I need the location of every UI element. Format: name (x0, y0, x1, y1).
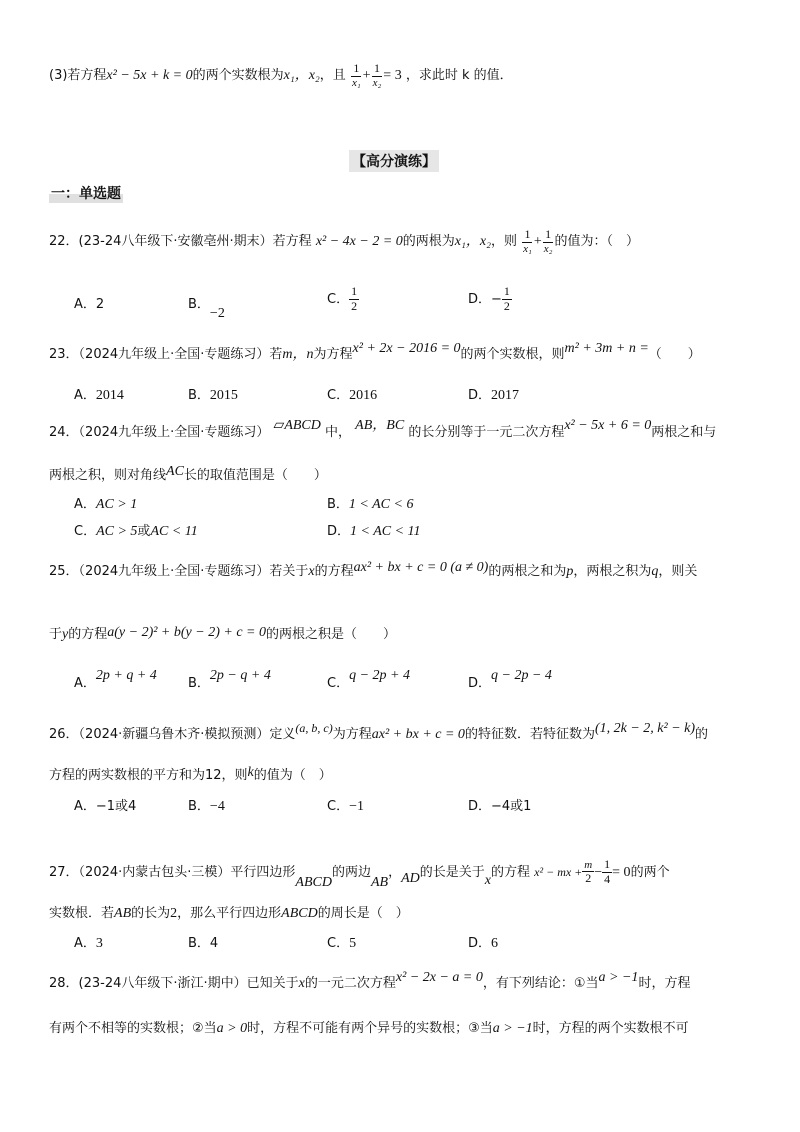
q28-condition-2: a > 0 (216, 1021, 248, 1036)
q27-line2-d: 的周长是（ ） (317, 906, 409, 921)
q24-sides: AB，BC (355, 418, 405, 433)
q24-option-c: C．AC > 5或AC < 11 (74, 524, 198, 539)
q27-frac-quarter: $\frac{1}{4}$ (604, 857, 611, 886)
q26-equation: ax² + bx + c = 0 (371, 727, 465, 742)
q3-cond-pre: ，且 (319, 68, 346, 84)
q22-text-d: 的值为：（ ） (554, 234, 639, 250)
q27-option-a: A．3 (74, 936, 103, 951)
q22-equation: x² − 4x − 2 = 0 (315, 234, 403, 250)
q27-minus: − (594, 864, 603, 880)
q25-option-b: B．2p − q + 4 (188, 668, 271, 691)
q27-x: x (484, 872, 492, 888)
q27-line2-c: ，那么平行四边形 (177, 906, 282, 921)
q23-option-b: B．2015 (188, 388, 238, 403)
q23-option-a: A．2014 (74, 388, 124, 403)
q27-line1 (49, 857, 670, 890)
q25-p: p (566, 564, 574, 579)
q22-text-b: 的两根为 (402, 234, 455, 250)
q3-mid: 的两个实数根为 (192, 68, 284, 84)
q27-equation-b: = 0 (612, 864, 631, 880)
q26-number: 26． (49, 727, 79, 742)
q24-text-b: 中， (325, 425, 352, 440)
q26-k: k (247, 765, 254, 780)
q24-option-a: A．AC > 1 (74, 497, 138, 512)
q3-plus: + (362, 68, 371, 84)
q24-equation: x² − 5x + 6 = 0 (564, 418, 652, 433)
q27-ad: AD (401, 870, 420, 886)
q23-expression: m² + 3m + n = (564, 341, 649, 356)
q26-feature: (1, 2k − 2, k² − k) (594, 721, 696, 736)
q23-text-b: 为方程 (313, 347, 353, 362)
q26-text-d: 的 (695, 727, 709, 742)
q25-line2-b: 的方程 (68, 627, 108, 642)
section-title: 一：单选题 (49, 183, 123, 203)
q22-line (49, 228, 639, 255)
q27-line2-b: 的长为 (131, 906, 171, 921)
q27-text-a: （2024·内蒙古包头·三模）平行四边形 (78, 864, 296, 880)
q27-option-c: C．5 (327, 936, 357, 951)
q26-option-d: D．−4或1 (468, 799, 532, 814)
q22-option-a: A．2 (74, 297, 105, 312)
q24-parallelogram: ▱ABCD (273, 418, 321, 433)
q23-line (49, 343, 701, 363)
q28-x: x (298, 976, 305, 991)
q25-equation: ax² + bx + c = 0 (a ≠ 0) (353, 560, 489, 575)
q22-text-a: (23-24八年级下·安徽亳州·期末）若方程 (78, 234, 312, 250)
q26-abc: (a, b, c) (295, 721, 333, 735)
q25-option-c: C．q − 2p + 4 (327, 668, 410, 691)
q23-text-c: 的两个实数根，则 (460, 347, 565, 362)
q3-suffix: ，求此时 k 的值． (405, 68, 513, 84)
q27-line2-a: 实数根．若 (49, 906, 115, 921)
q27-text-d: 的方程 (491, 864, 531, 880)
q25-option-d: D．q − 2p − 4 (468, 668, 552, 691)
q27-text-e: 的两个 (630, 864, 670, 880)
q23-text-a: （2024九年级上·全国·专题练习）若 (78, 347, 283, 362)
q26-option-c: C．−1 (327, 799, 364, 814)
q25-text-c: 的两根之和为 (488, 564, 567, 579)
q22-frac-b: $\frac{1}{\text{x₂}}$ (543, 227, 553, 255)
q27-option-d: D．6 (468, 936, 499, 951)
q27-frac-m: $\frac{m}{2}$ (584, 858, 593, 886)
q25-option-a: A．2p + q + 4 (74, 668, 157, 691)
q24-line2-b: 长的取值范围是（ ） (183, 468, 327, 483)
q24-text-c: 的长分别等于一元二次方程 (408, 425, 565, 440)
q25-equation-2: a(y − 2)² + b(y − 2) + c = 0 (107, 625, 266, 640)
q3-line (49, 62, 513, 89)
q24-line2-a: 两根之积，则对角线 (49, 468, 167, 483)
q28-line2-a: 有两个不相等的实数根；②当 (49, 1021, 217, 1036)
q25-y: y (62, 627, 69, 642)
q26-option-b: B．−4 (188, 799, 225, 814)
q27-abcd-2: ABCD (281, 906, 318, 921)
q24-line2 (49, 464, 327, 484)
q27-line2 (49, 902, 409, 922)
q24-option-d: D．1 < AC < 11 (327, 524, 421, 539)
q28-number: 28． (49, 976, 79, 991)
q3-frac-b: $\frac{1}{\text{x₂}}$ (372, 61, 382, 89)
q26-option-a: A．−1或4 (74, 799, 137, 814)
q26-line2-b: 的值为（ ） (253, 768, 332, 783)
q23-number: 23． (49, 347, 79, 362)
q25-q: q (651, 564, 659, 579)
q24-text-a: （2024九年级上·全国·专题练习） (78, 425, 270, 440)
q26-text-a: （2024·新疆乌鲁木齐·模拟预测）定义 (78, 727, 296, 742)
q25-line2 (49, 623, 396, 643)
q28-line2 (49, 1017, 689, 1037)
q25-line2-c: 的两根之积是（ ） (265, 627, 396, 642)
q25-text-b: 的方程 (314, 564, 354, 579)
q22-roots: x₁，x₂ (454, 234, 491, 250)
q3-prefix: (3)若方程 (49, 68, 107, 84)
q28-condition-1: a > −1 (598, 970, 639, 985)
q26-text-b: 为方程 (332, 727, 372, 742)
q22-frac-a: $\frac{1}{\text{x₁}}$ (523, 227, 532, 255)
q25-number: 25． (49, 564, 79, 579)
q23-equation: x² + 2x − 2016 = 0 (352, 341, 461, 356)
q25-text-d: ，两根之积为 (573, 564, 652, 579)
q27-ab: AB (370, 874, 389, 890)
q25-line1 (49, 560, 697, 580)
q22-number: 22． (49, 234, 79, 250)
q27-two: 2 (170, 906, 178, 921)
q27-equation-a: x² − mx + (534, 864, 583, 879)
q24-option-b: B．1 < AC < 6 (327, 497, 414, 512)
q28-line1 (49, 972, 690, 992)
q24-text-d: 两根之和与 (651, 425, 717, 440)
q26-line1 (49, 723, 708, 743)
q27-text-c: 的长是关于 (419, 864, 485, 880)
q25-line2-a: 于 (49, 627, 63, 642)
q26-line2 (49, 764, 332, 784)
q22-plus: + (533, 234, 542, 250)
q28-line2-c: 时，方程的两个实数根不可 (532, 1021, 689, 1036)
q22-text-c: ，则 (490, 234, 517, 250)
q25-text-a: （2024九年级上·全国·专题练习）若关于 (78, 564, 309, 579)
q28-line2-b: 时，方程不可能有两个异号的实数根；③当 (247, 1021, 493, 1036)
q25-x: x (308, 564, 315, 579)
q27-option-b: B．4 (188, 936, 219, 951)
q24-number: 24． (49, 425, 79, 440)
q23-option-c: C．2016 (327, 388, 378, 403)
q22-option-d: D．− $\frac{1}{2}$ (468, 284, 510, 313)
section-heading: 【高分演练】 (349, 150, 439, 172)
q24-ac: AC (166, 464, 184, 479)
q26-text-c: 的特征数．若特征数为 (464, 727, 595, 742)
q28-text-a: (23-24八年级下·浙江·期中）已知关于 (78, 976, 299, 991)
q23-text-d: （ ） (648, 347, 701, 362)
q27-number: 27． (49, 864, 79, 880)
q28-text-b: 的一元二次方程 (304, 976, 396, 991)
q27-ab-2: AB (114, 906, 132, 921)
q26-line2-a: 方程的两实数根的平方和为12，则 (49, 768, 248, 783)
q28-equation: x² − 2x − a = 0 (395, 970, 483, 985)
q28-condition-3: a > −1 (492, 1021, 533, 1036)
q24-line1 (49, 418, 717, 441)
q28-text-d: 时，方程 (638, 976, 691, 991)
q23-option-d: D．2017 (468, 388, 520, 403)
q3-roots: x₁，x₂ (283, 68, 320, 84)
q27-text-b: 的两边 (331, 864, 371, 880)
q3-equation: x² − 5x + k = 0 (106, 68, 193, 84)
q27-sep: ， (388, 864, 402, 880)
q28-text-c: ，有下列结论：①当 (482, 976, 599, 991)
q27-abcd: ABCD (295, 874, 332, 890)
q3-frac-a: $\frac{1}{\text{x₁}}$ (351, 61, 361, 89)
q22-option-b: B．−2 (188, 297, 225, 321)
q23-mn: m，n (282, 347, 314, 362)
q3-equals-3: = 3 (383, 68, 402, 84)
q25-text-e: ，则关 (658, 564, 698, 579)
q22-option-c: C． $\frac{1}{2}$ (327, 284, 358, 313)
